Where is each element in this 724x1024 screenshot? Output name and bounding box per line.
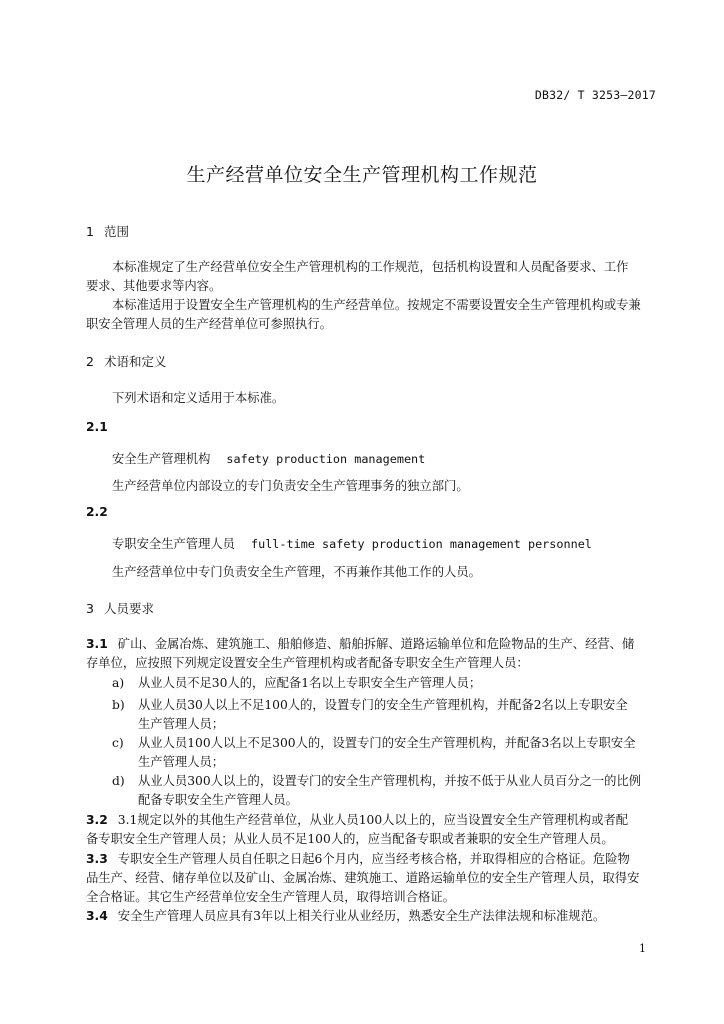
- term-2-1-english: safety production management: [226, 452, 426, 466]
- list-item-c-line-2: 生产管理人员；: [138, 755, 225, 769]
- list-item-a-label: a): [112, 676, 125, 690]
- section-2-heading: [86, 352, 167, 370]
- term-2-2-chinese: 专职安全生产管理人员: [112, 537, 235, 551]
- section-3-title: 人员要求: [104, 601, 155, 616]
- clause-3-3-line-1: [86, 849, 630, 867]
- clause-3-2-line-1: [86, 810, 628, 828]
- term-2-1-chinese: 安全生产管理机构: [112, 452, 211, 466]
- terms-intro: 下列术语和定义适用于本标准。: [112, 391, 285, 405]
- list-item-c-text: 从业人员100人以上不足300人的，设置专门的安全生产管理机构，并配备3名以上专职安全: [138, 736, 636, 750]
- clause-3-4-number: 3.4: [86, 909, 108, 923]
- section-1-heading: [86, 222, 129, 240]
- list-item-b-text: 从业人员30人以上不足100人的，设置专门的安全生产管理机构，并配备2名以上专职安全: [138, 698, 628, 712]
- clause-3-3-line-3: 全合格证。其它生产经营单位安全生产管理人员，取得培训合格证。: [86, 890, 455, 904]
- list-item-a: [112, 673, 481, 691]
- term-2-2-number: 2.2: [86, 505, 108, 519]
- list-item-b-line-2: 生产管理人员；: [138, 717, 225, 731]
- term-2-1-definition: 生产经营单位内部设立的专门负责安全生产管理事务的独立部门。: [112, 479, 469, 493]
- clause-3-1-line-1: [86, 634, 634, 652]
- term-2-1-number: 2.1: [86, 420, 108, 434]
- page-number: 1: [639, 942, 646, 955]
- list-item-b-label: b): [112, 698, 125, 712]
- clause-3-4-line-1: [86, 906, 605, 924]
- list-item-a-text: 从业人员不足30人的，应配备1名以上专职安全生产管理人员；: [138, 676, 482, 690]
- clause-3-3-number: 3.3: [86, 852, 108, 866]
- term-2-2-english: full-time safety production management personnel: [250, 537, 592, 551]
- clause-3-4-text: 安全生产管理人员应具有3年以上相关行业从业经历，熟悉安全生产法律法规和标准规范。: [117, 909, 606, 923]
- list-item-d-text: 从业人员300人以上的，设置专门的安全生产管理机构，并按不低于从业人员百分之一的比例: [138, 774, 642, 788]
- clause-3-1-number: 3.1: [86, 637, 108, 651]
- clause-3-2-text: 3.1规定以外的其他生产经营单位，从业人员100人以上的，应当设置安全生产管理机构或者配: [117, 813, 629, 827]
- clause-3-1-text: 矿山、金属冶炼、建筑施工、船舶修造、船舶拆解、道路运输单位和危险物品的生产、经营、储: [117, 637, 635, 651]
- list-item-b: [112, 695, 628, 713]
- section-1-title: 范围: [104, 224, 130, 239]
- list-item-d-line-2: 配备专职安全生产管理人员。: [138, 793, 298, 807]
- section-1-number: 1: [86, 224, 94, 239]
- list-item-d: [112, 771, 641, 789]
- document-title: 生产经营单位安全生产管理机构工作规范: [186, 164, 538, 186]
- section-2-title: 术语和定义: [104, 354, 167, 369]
- clause-3-3-line-2: 品生产、经营、储存单位以及矿山、金属冶炼、建筑施工、道路运输单位的安全生产管理人员，取得安: [86, 871, 640, 885]
- scope-paragraph-1-line-2: 要求、其他要求等内容。: [86, 279, 222, 293]
- list-item-c: [112, 733, 635, 751]
- section-3-heading: [86, 599, 154, 617]
- term-2-1-heading: [112, 448, 425, 467]
- list-item-d-label: d): [112, 774, 125, 788]
- section-2-number: 2: [86, 354, 94, 369]
- clause-3-2-line-2: 备专职安全生产管理人员；从业人员不足100人的，应当配备专职或者兼职的安全生产管理人员。: [86, 832, 614, 846]
- scope-paragraph-2-line-1: 本标准适用于设置安全生产管理机构的生产经营单位。按规定不需要设置安全生产管理机构或专兼: [112, 298, 641, 312]
- standard-code: DB32/ T 3253—2017: [534, 88, 656, 102]
- clause-3-3-text: 专职安全生产管理人员自任职之日起6个月内，应当经考核合格，并取得相应的合格证。危险物: [117, 852, 630, 866]
- section-3-number: 3: [86, 601, 94, 616]
- scope-paragraph-1-line-1: 本标准规定了生产经营单位安全生产管理机构的工作规范，包括机构设置和人员配备要求、工作: [112, 260, 629, 274]
- scope-paragraph-2-line-2: 职安全管理人员的生产经营单位可参照执行。: [86, 317, 332, 331]
- clause-3-1-line-2: 存单位，应按照下列规定设置安全生产管理机构或者配备专职安全生产管理人员：: [86, 656, 529, 670]
- term-2-2-heading: [112, 533, 592, 552]
- clause-3-2-number: 3.2: [86, 813, 108, 827]
- list-item-c-label: c): [112, 736, 124, 750]
- term-2-2-definition: 生产经营单位中专门负责安全生产管理，不再兼作其他工作的人员。: [112, 565, 481, 579]
